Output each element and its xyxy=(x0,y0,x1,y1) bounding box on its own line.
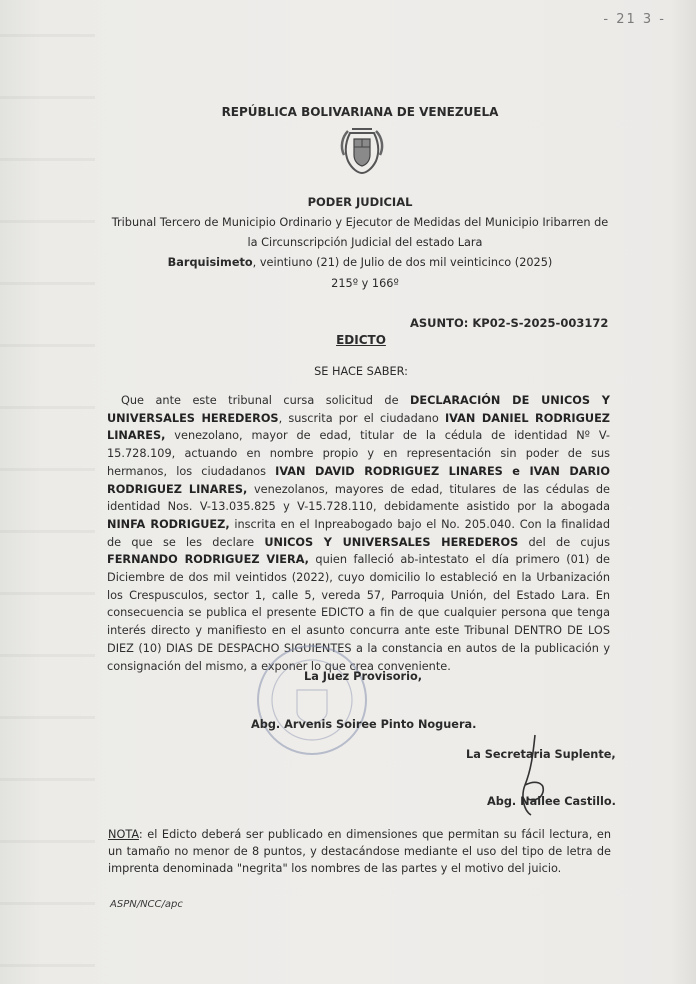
body-text-3: venezolano, mayor de edad, titular de la cédula de identidad Nº V-15.728.109, actuando en nombre propio y en representación sin poder de sus hermanos, los ciudadanos xyxy=(107,429,610,478)
judicial-branch-heading: PODER JUDICIAL xyxy=(307,195,413,209)
date-line xyxy=(0,256,696,269)
body-text-2: , suscrita por el ciudadano xyxy=(278,411,445,425)
republic-heading: REPÚBLICA BOLIVARIANA DE VENEZUELA xyxy=(221,105,499,119)
edict-body xyxy=(107,392,610,675)
document-title: EDICTO xyxy=(336,333,386,347)
body-bold-2: IVAN DANIEL RODRIGUEZ LINARES, xyxy=(107,411,610,443)
hace-saber: SE HACE SABER: xyxy=(314,365,408,378)
era-line: 215º y 166º xyxy=(331,277,399,290)
tribunal-line-2: la Circunscripción Judicial del estado Lara xyxy=(247,236,483,249)
body-bold-6: FERNANDO RODRIGUEZ VIERA, xyxy=(107,553,309,567)
corner-mark: - 21 3 - xyxy=(603,12,666,27)
judge-name: Abg. Arvenis Soiree Pinto Noguera. xyxy=(251,718,477,731)
note-text: : el Edicto deberá ser publicado en dimensiones que permitan su fácil lectura, en un tamaño no menor de 8 puntos, y destacándose mediante el uso del tipo de letra de imprenta denominada "negrita" los nombres de las partes y el motivo del juicio. xyxy=(108,828,611,875)
secretary-name: Abg. Nailee Castillo. xyxy=(487,795,616,808)
body-text-7: quien falleció ab-intestato el día primero (01) de Diciembre de dos mil veintidos (2022), cuyo domicilio lo estableció en la Urbanización los Crespusculos, sector 1, calle 5, vereda 57, Parroquia Unión, del Estado Lara. En consecuencia se publica el presente EDICTO a fin de que cualquier persona que tenga interés directo y manifiesto en el asunto concurra ante este Tribunal DENTRO DE LOS DIEZ (10) DIAS DE DESPACHO SIGUIENTES a la constancia en autos de la publicación y consignación del mismo, a exponer lo que crea conveniente. xyxy=(107,553,610,673)
body-bold-4: NINFA RODRIGUEZ, xyxy=(107,517,230,531)
judge-title: La Juez Provisorio, xyxy=(304,670,422,683)
court-seal-icon xyxy=(252,640,372,760)
date-text: , veintiuno (21) de Julio de dos mil veinticinco (2025) xyxy=(252,256,553,269)
body-bold-1: DECLARACIÓN DE UNICOS Y UNIVERSALES HEREDEROS xyxy=(107,394,610,425)
body-text-6: del de cujus xyxy=(518,535,610,549)
body-text-1: Que ante este tribunal cursa solicitud de xyxy=(121,394,411,407)
case-number: ASUNTO: KP02-S-2025-003172 xyxy=(410,316,609,330)
body-bold-5: UNICOS Y UNIVERSALES HEREDEROS xyxy=(264,535,519,549)
page-edge-shadow xyxy=(670,0,696,984)
tribunal-line-1: Tribunal Tercero de Municipio Ordinario y Ejecutor de Medidas del Municipio Iribarren de xyxy=(111,216,609,229)
body-bold-3: IVAN DAVID RODRIGUEZ LINARES e IVAN DARIO RODRIGUEZ LINARES, xyxy=(107,464,610,496)
body-text-5: inscrita en el Inpreabogado bajo el No. 205.040. Con la finalidad de que se les declare xyxy=(107,517,610,549)
note-label: NOTA xyxy=(108,828,139,841)
reference-initials: ASPN/NCC/apc xyxy=(110,899,183,910)
publication-note xyxy=(108,826,611,877)
secretary-title: La Secretaria Suplente, xyxy=(466,748,616,761)
body-text-4: venezolanos, mayores de edad, titulares de las cédulas de identidad Nos. V-13.035.825 y V-15.728.110, debidamente asistido por la abogada xyxy=(107,482,611,514)
coat-of-arms-icon xyxy=(336,125,388,177)
bleed-through-text xyxy=(0,0,95,984)
city: Barquisimeto xyxy=(167,256,253,269)
